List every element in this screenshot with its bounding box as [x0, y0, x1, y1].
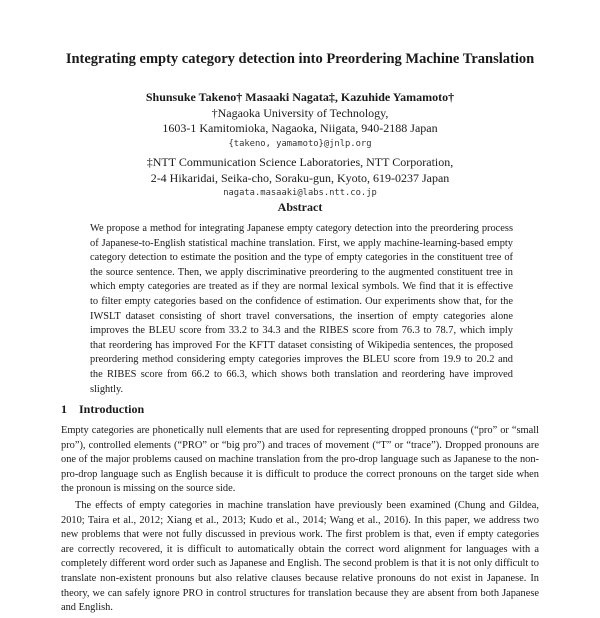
introduction-paragraph-1: Empty categories are phonetically null elements that are used for representing dropped pronouns (“pro” or “small pro”), controlled elements (“PRO” or “big pro”) and traces of movement (“T” or “trace”). Dropped pronouns are one of the major problems caused on machine translation from the pro-drop language such as Japanese to the non-pro-drop language such as English because it is difficult to produce the correct pronouns on the target side when the pronoun is missing on the source side. — [61, 425, 539, 495]
affiliation-1-address: 1603-1 Kamitomioka, Nagaoka, Niigata, 940-2188 Japan — [162, 121, 438, 135]
section-title: Introduction — [79, 402, 145, 416]
section-heading-introduction — [61, 402, 144, 417]
introduction-paragraph-2: The effects of empty categories in machine translation have previously been examined (Chung and Gildea, 2010; Taira et al., 2012; Xiang et al., 2013; Kudo et al., 2014; Wang et al., 2016). In this paper, we address two new problems that were not fully discussed in previous work. The first problem is that, even if empty categories are correctly recovered, it is difficult to automatically obtain the correct word alignment for languages with a completely different word order such as Japanese and English. The second problem is that it is not only difficult to translate non-existent pronouns but also relative clauses because relative pronouns do not exist in Japanese. In theory, we can safely ignore PRO in control structures for translation because they are absent from both Japanese and English. — [61, 499, 539, 614]
abstract-heading: Abstract — [277, 200, 323, 214]
paper-title: Integrating empty category detection into Preordering Machine Translation — [65, 51, 535, 67]
affiliation-1-name: †Nagaoka University of Technology, — [211, 105, 389, 120]
introduction-body — [61, 424, 539, 618]
affiliation-2-email: nagata.masaaki@labs.ntt.co.jp — [223, 188, 377, 198]
section-number: 1 — [61, 402, 67, 416]
affiliation-2-name: ‡NTT Communication Science Laboratories, NTT Corporation, — [146, 155, 454, 169]
affiliation-2-address: 2-4 Hikaridai, Seika-cho, Soraku-gun, Kyoto, 619-0237 Japan — [150, 170, 450, 185]
author-names: Shunsuke Takeno† Masaaki Nagata‡, Kazuhide Yamamoto† — [145, 90, 455, 104]
affiliation-1-email: {takeno, yamamoto}@jnlp.org — [228, 138, 372, 149]
author-block — [60, 90, 540, 202]
abstract-text: We propose a method for integrating Japanese empty category detection into the preordering process of Japanese-to-English statistical machine translation. First, we apply machine-learning-based empty category detection to estimate the position and the type of empty categories in the constituent tree of the source sentence. Then, we apply discriminative preordering to the augmented constituent tree in which empty categories are treated as if they are normal lexical symbols. We find that it is effective to filter empty categories based on the confidence of estimation. Our experiments show that, for the IWSLT dataset consisting of short travel conversations, the insertion of empty categories alone improves the BLEU score from 33.2 to 34.3 and the RIBES score from 76.3 to 78.7, which imply that reordering has improved For the KFTT dataset consisting of Wikipedia sentences, the proposed preordering method considering empty categories improves the BLEU score from 19.9 to 20.2 and the RIBES score from 66.2 to 66.3, which shows both translation and reordering have improved slightly. — [90, 223, 513, 395]
